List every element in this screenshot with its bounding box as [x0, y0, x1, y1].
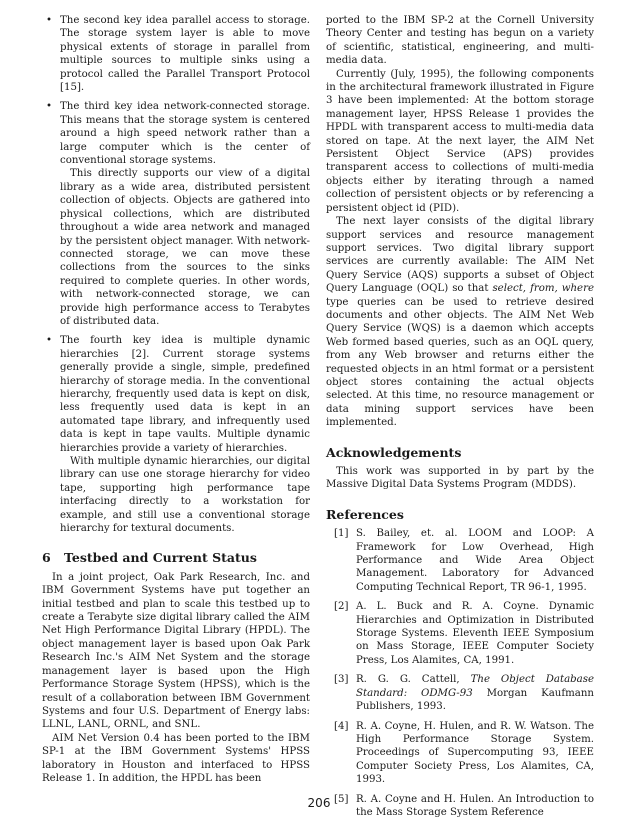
reference-text: S. Bailey, et. al. LOOM and LOOP: A Framework for Low Overhead, High Performance and Wide Area Object Management. Laboratory for Advanced Computing Technical Report, TR 96-1, 1995. [356, 528, 594, 593]
bullet-item [42, 334, 310, 535]
acknowledgements-heading: Acknowledgements [326, 444, 462, 460]
reference-item [326, 600, 594, 667]
body-paragraph: ported to the IBM SP-2 at the Cornell University Theory Center and testing has begun on a variety of scientific, statistical, engineering, and multi-media data. [326, 15, 594, 67]
body-paragraph: AIM Net Version 0.4 has been ported to the IBM SP-1 at the IBM Government Systems' HPSS laboratory in Houston and interfaced to HPSS Release 1. In addition, the HPDL has been [42, 732, 310, 784]
reference-text: R. A. Coyne and H. Hulen. An Introduction to the Mass Storage System Reference [356, 793, 594, 818]
reference-number: [2] [334, 601, 349, 613]
bullet-item [42, 14, 310, 94]
bullet-paragraph: The fourth key idea is multiple dynamic hierarchies [2]. Current storage systems generally provide a single, simple, predefined hierarchy of storage media. In the conventional hierarchy, frequently used data is kept on disk, less frequently used data is kept in an automated tape library, and infrequently used data is kept in tape vaults. Multiple dynamic hierarchies provide a variety of hierarchies. [60, 335, 310, 454]
text-run: type queries can be used to retrieve desired documents and other objects. The AIM Net Web Query Service (WQS) is a daemon which accepts Web formed based queries, such as an OQL query, from any Web browser and returns either the requested objects in an html format or a persistent object stores containing the actual objects selected. At this time, no resource management or data mining support services have been implemented. [326, 296, 594, 429]
reference-title-italic: The Object Database Standard: ODMG-93 [356, 674, 595, 699]
references-heading: References [326, 506, 404, 522]
text-run: The next layer consists of the digital library support services and resource management support services. Two digital library support services are currently available: The AIM Net Query Service (AQS) supports a subset of Object Query Language (OQL) so that [326, 216, 594, 295]
right-column [326, 14, 594, 825]
bullet-paragraph: The second key idea parallel access to storage. The storage system layer is able to move physical extents of storage in parallel from multiple sources to multiple sinks using a protocol called the Parallel Transport Protocol [15]. [60, 15, 310, 94]
bullet-marker: • [46, 15, 53, 26]
reference-list [326, 527, 594, 819]
italic-text: select, from, where [492, 283, 594, 295]
section-number: 6 [42, 550, 51, 566]
reference-text: R. A. Coyne, H. Hulen, and R. W. Watson. The High Performance Storage System. Proceedings of Supercomputing 93, IEEE Computer Society Press, Los Alamites, CA, 1993. [356, 720, 594, 786]
bullet-marker: • [46, 335, 53, 347]
reference-text: R. G. G. Cattell, [356, 674, 471, 686]
left-column [42, 14, 310, 785]
bullet-paragraph: This directly supports our view of a digital library as a wide area, distributed persistent collection of objects. Objects are gathered into physical collections, which are distributed throughout a wide area network and managed by the persistent object manager. With network-connected storage, we can move these collections from the sources to the sinks required to complete queries. In other words, with network-connected storage, we can provide high performance access to Terabytes of distributed data. [60, 168, 310, 327]
reference-item [326, 527, 594, 594]
reference-number: [4] [334, 720, 349, 732]
acknowledgements-text: This work was supported in by part by the Massive Digital Data Systems Program (MDDS). [326, 466, 594, 491]
body-paragraph [326, 215, 594, 430]
body-paragraph: In a joint project, Oak Park Research, Inc. and IBM Government Systems have put together an initial testbed and plan to scale this testbed up to create a Terabyte size digital library called the AIM Net High Performance Digital Library (HPDL). The object management layer is based upon Oak Park Research Inc.'s AIM Net System and the storage management layer is based upon the High Performance Storage System (HPSS), which is the result of a collaboration between IBM Government Systems and four U.S. Department of Energy labs: LLNL, LANL, ORNL, and SNL. [42, 571, 310, 731]
reference-text: A. L. Buck and R. A. Coyne. Dynamic Hierarchies and Optimization in Distributed Storage Systems. Eleventh IEEE Symposium on Mass Storage, IEEE Computer Society Press, Los Alamites, CA, 1991. [356, 601, 594, 666]
section-heading [42, 551, 310, 564]
bullet-paragraph: With multiple dynamic hierarchies, our digital library can use one storage hierarchy for video tape, supporting high performance tape interfacing directly to a workstation for example, and still use a conventional storage hierarchy for textural documents. [60, 456, 310, 535]
reference-text: Morgan Kaufmann Publishers, 1993. [356, 687, 594, 713]
reference-number: [3] [334, 674, 349, 686]
reference-number: [1] [334, 528, 349, 540]
reference-number: [5] [334, 793, 349, 805]
section-title: Testbed and Current Status [64, 550, 257, 566]
bullet-paragraph: The third key idea network-connected storage. This means that the storage system is centered around a high speed network rather than a large computer which is the center of conventional storage systems. [60, 101, 310, 167]
page-number: 206 [307, 796, 331, 810]
bullet-item [42, 100, 310, 328]
reference-item [326, 673, 594, 713]
body-paragraph: Currently (July, 1995), the following components in the architectural framework illustrated in Figure 3 have been implemented: At the bottom storage management layer, HPSS Release 1 provides the HPDL with transparent access to multi-media data stored on tape. At the next layer, the AIM Net Persistent Object Service (APS) provides transparent access to collections of multi-media objects either by iterating through a named collection of persistent objects or by referencing a persistent object id (PID). [326, 68, 594, 214]
reference-item [326, 720, 594, 787]
bullet-marker: • [46, 101, 53, 113]
